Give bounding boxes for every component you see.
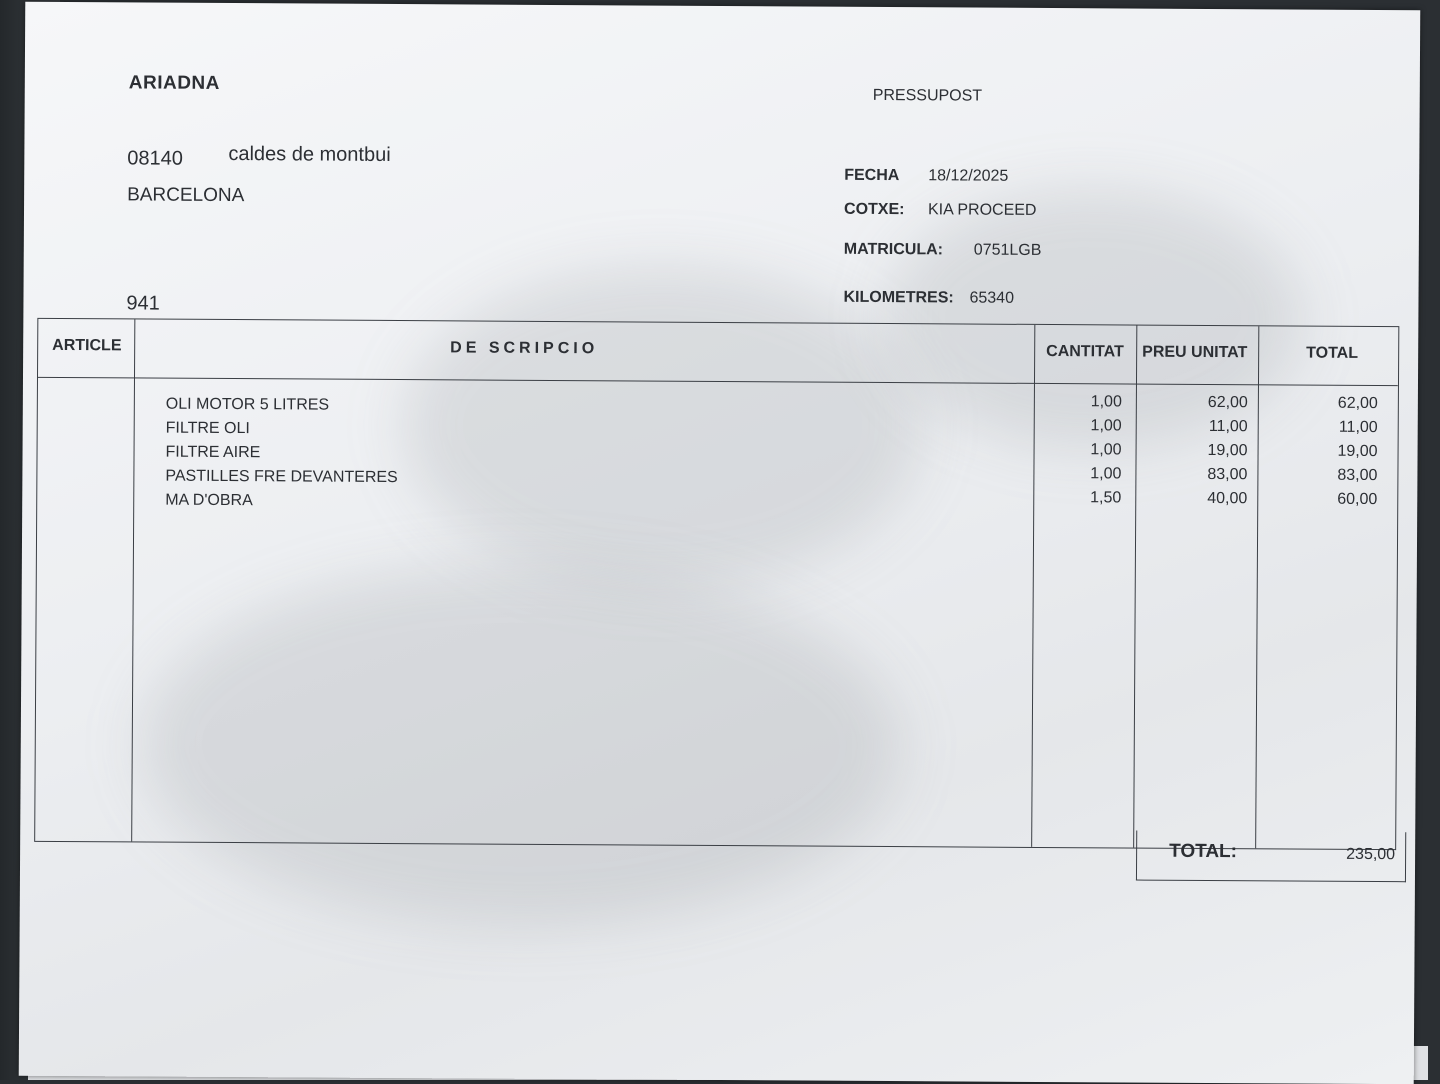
row-quantity: 1,00 — [1090, 417, 1122, 435]
company-name: ARIADNA — [128, 72, 220, 94]
fecha-label: FECHA — [844, 166, 900, 185]
row-unit-price: 19,00 — [1207, 441, 1248, 460]
header-total: TOTAL — [1306, 344, 1359, 362]
city: caldes de montbui — [228, 142, 391, 166]
items-table — [34, 318, 1399, 850]
total-label: TOTAL: — [1169, 840, 1238, 863]
row-total: 60,00 — [1337, 490, 1378, 509]
row-unit-price: 83,00 — [1207, 465, 1248, 484]
fecha-value: 18/12/2025 — [928, 167, 1009, 185]
header-description: DE SCRIPCIO — [450, 339, 599, 358]
row-description: MA D'OBRA — [165, 491, 253, 510]
header-article: ARTICLE — [52, 336, 122, 355]
budget-document — [19, 2, 1421, 1084]
row-total: 11,00 — [1338, 418, 1378, 437]
row-quantity: 1,00 — [1090, 465, 1122, 483]
header-divider — [38, 377, 1398, 386]
row-total: 83,00 — [1337, 466, 1378, 485]
matricula-value: 0751LGB — [973, 241, 1042, 259]
matricula-label: MATRICULA: — [843, 240, 944, 259]
header-unit-price: PREU UNITAT — [1142, 343, 1248, 362]
row-unit-price: 62,00 — [1207, 393, 1248, 412]
row-description: PASTILLES FRE DEVANTERES — [165, 467, 398, 487]
row-quantity: 1,00 — [1090, 393, 1122, 411]
column-divider — [131, 319, 135, 841]
postal-code: 08140 — [127, 147, 184, 170]
kilometres-label: KILOMETRES: — [843, 288, 954, 307]
row-total: 62,00 — [1337, 394, 1378, 413]
row-unit-price: 40,00 — [1207, 489, 1248, 508]
row-unit-price: 11,00 — [1208, 417, 1248, 436]
column-divider — [1255, 326, 1259, 848]
row-total: 19,00 — [1337, 442, 1378, 461]
row-description: FILTRE OLI — [165, 419, 250, 438]
province: BARCELONA — [127, 184, 245, 207]
cotxe-label: COTXE: — [843, 200, 905, 219]
total-box — [1136, 831, 1406, 883]
kilometres-value: 65340 — [969, 289, 1015, 307]
row-description: FILTRE AIRE — [165, 443, 261, 462]
total-value: 235,00 — [1346, 845, 1396, 864]
row-description: OLI MOTOR 5 LITRES — [165, 395, 330, 414]
client-code: 941 — [126, 292, 160, 315]
cotxe-value: KIA PROCEED — [927, 201, 1037, 219]
document-type: PRESSUPOST — [872, 86, 983, 105]
column-divider — [1031, 325, 1035, 847]
row-quantity: 1,00 — [1090, 441, 1122, 459]
row-quantity: 1,50 — [1090, 489, 1122, 507]
header-quantity: CANTITAT — [1046, 342, 1124, 361]
column-divider — [1133, 326, 1137, 848]
